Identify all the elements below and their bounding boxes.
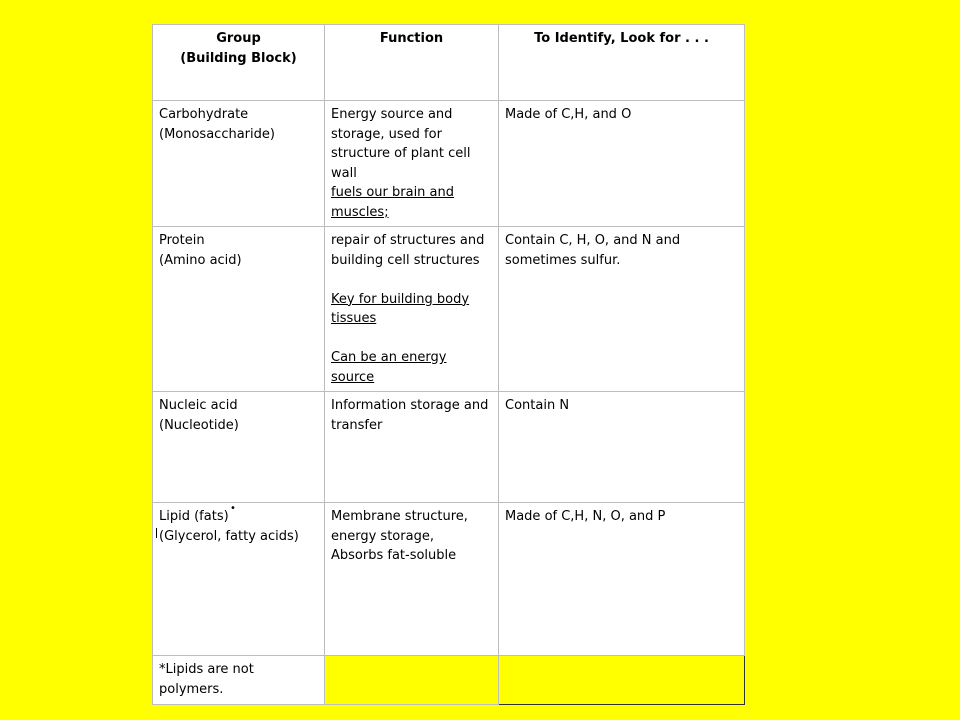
table-row-lipid: [153, 503, 745, 656]
header-identify: To Identify, Look for . . .: [499, 25, 745, 101]
identify-cell: Made of C,H, and O: [499, 101, 745, 227]
group-name: Lipid (fats): [159, 509, 229, 524]
spacer: [331, 329, 492, 349]
function-text: Absorbs fat-soluble: [331, 548, 457, 563]
table-row-protein: [153, 227, 745, 392]
function-cell: [325, 503, 499, 656]
group-name: Protein: [159, 233, 205, 248]
function-text-underlined: fuels our brain and muscles;: [331, 185, 455, 220]
function-text: Information storage and transfer: [331, 398, 489, 433]
identify-cell: Contain C, H, O, and N and sometimes sulfur.: [499, 227, 745, 392]
spacer: [331, 270, 492, 290]
header-group-title: Group: [216, 31, 261, 46]
group-cell: [153, 227, 325, 392]
function-text: energy storage,: [331, 528, 434, 544]
building-block: (Amino acid): [159, 252, 242, 268]
function-text: Membrane structure,: [331, 509, 468, 524]
identify-cell: Made of C,H, N, O, and P: [499, 503, 745, 656]
table-row-nucleic-acid: [153, 392, 745, 503]
empty-yellow-cell: [499, 656, 745, 705]
function-text-underlined: Can be an energy source: [331, 350, 447, 385]
header-group-subtitle: (Building Block): [180, 50, 297, 66]
group-cell: [153, 392, 325, 503]
table-header-row: [153, 25, 745, 101]
macromolecule-table: [152, 24, 745, 705]
identify-cell: Contain N: [499, 392, 745, 503]
header-function: Function: [325, 25, 499, 101]
table-row-carbohydrate: [153, 101, 745, 227]
function-cell: [325, 227, 499, 392]
group-cell: [153, 503, 325, 656]
group-name: Carbohydrate: [159, 107, 249, 122]
group-cell: [153, 101, 325, 227]
function-text: repair of structures and building cell structures: [331, 233, 485, 268]
table-footer-row: [153, 656, 745, 705]
building-block: (Nucleotide): [159, 417, 239, 433]
building-block: (Glycerol, fatty acids): [159, 528, 299, 544]
group-name: Nucleic acid: [159, 398, 238, 413]
empty-yellow-cell: [325, 656, 499, 705]
text-cursor-icon: [156, 528, 157, 538]
header-group: [153, 25, 325, 101]
building-block: (Monosaccharide): [159, 126, 275, 142]
footnote-cell: *Lipids are not polymers.: [153, 656, 325, 705]
function-cell: [325, 101, 499, 227]
bullet-dot-icon: •: [230, 503, 236, 514]
function-text-underlined: Key for building body tissues: [331, 291, 470, 326]
function-cell: [325, 392, 499, 503]
function-text: Energy source and storage, used for structure of plant cell wall: [331, 107, 471, 181]
